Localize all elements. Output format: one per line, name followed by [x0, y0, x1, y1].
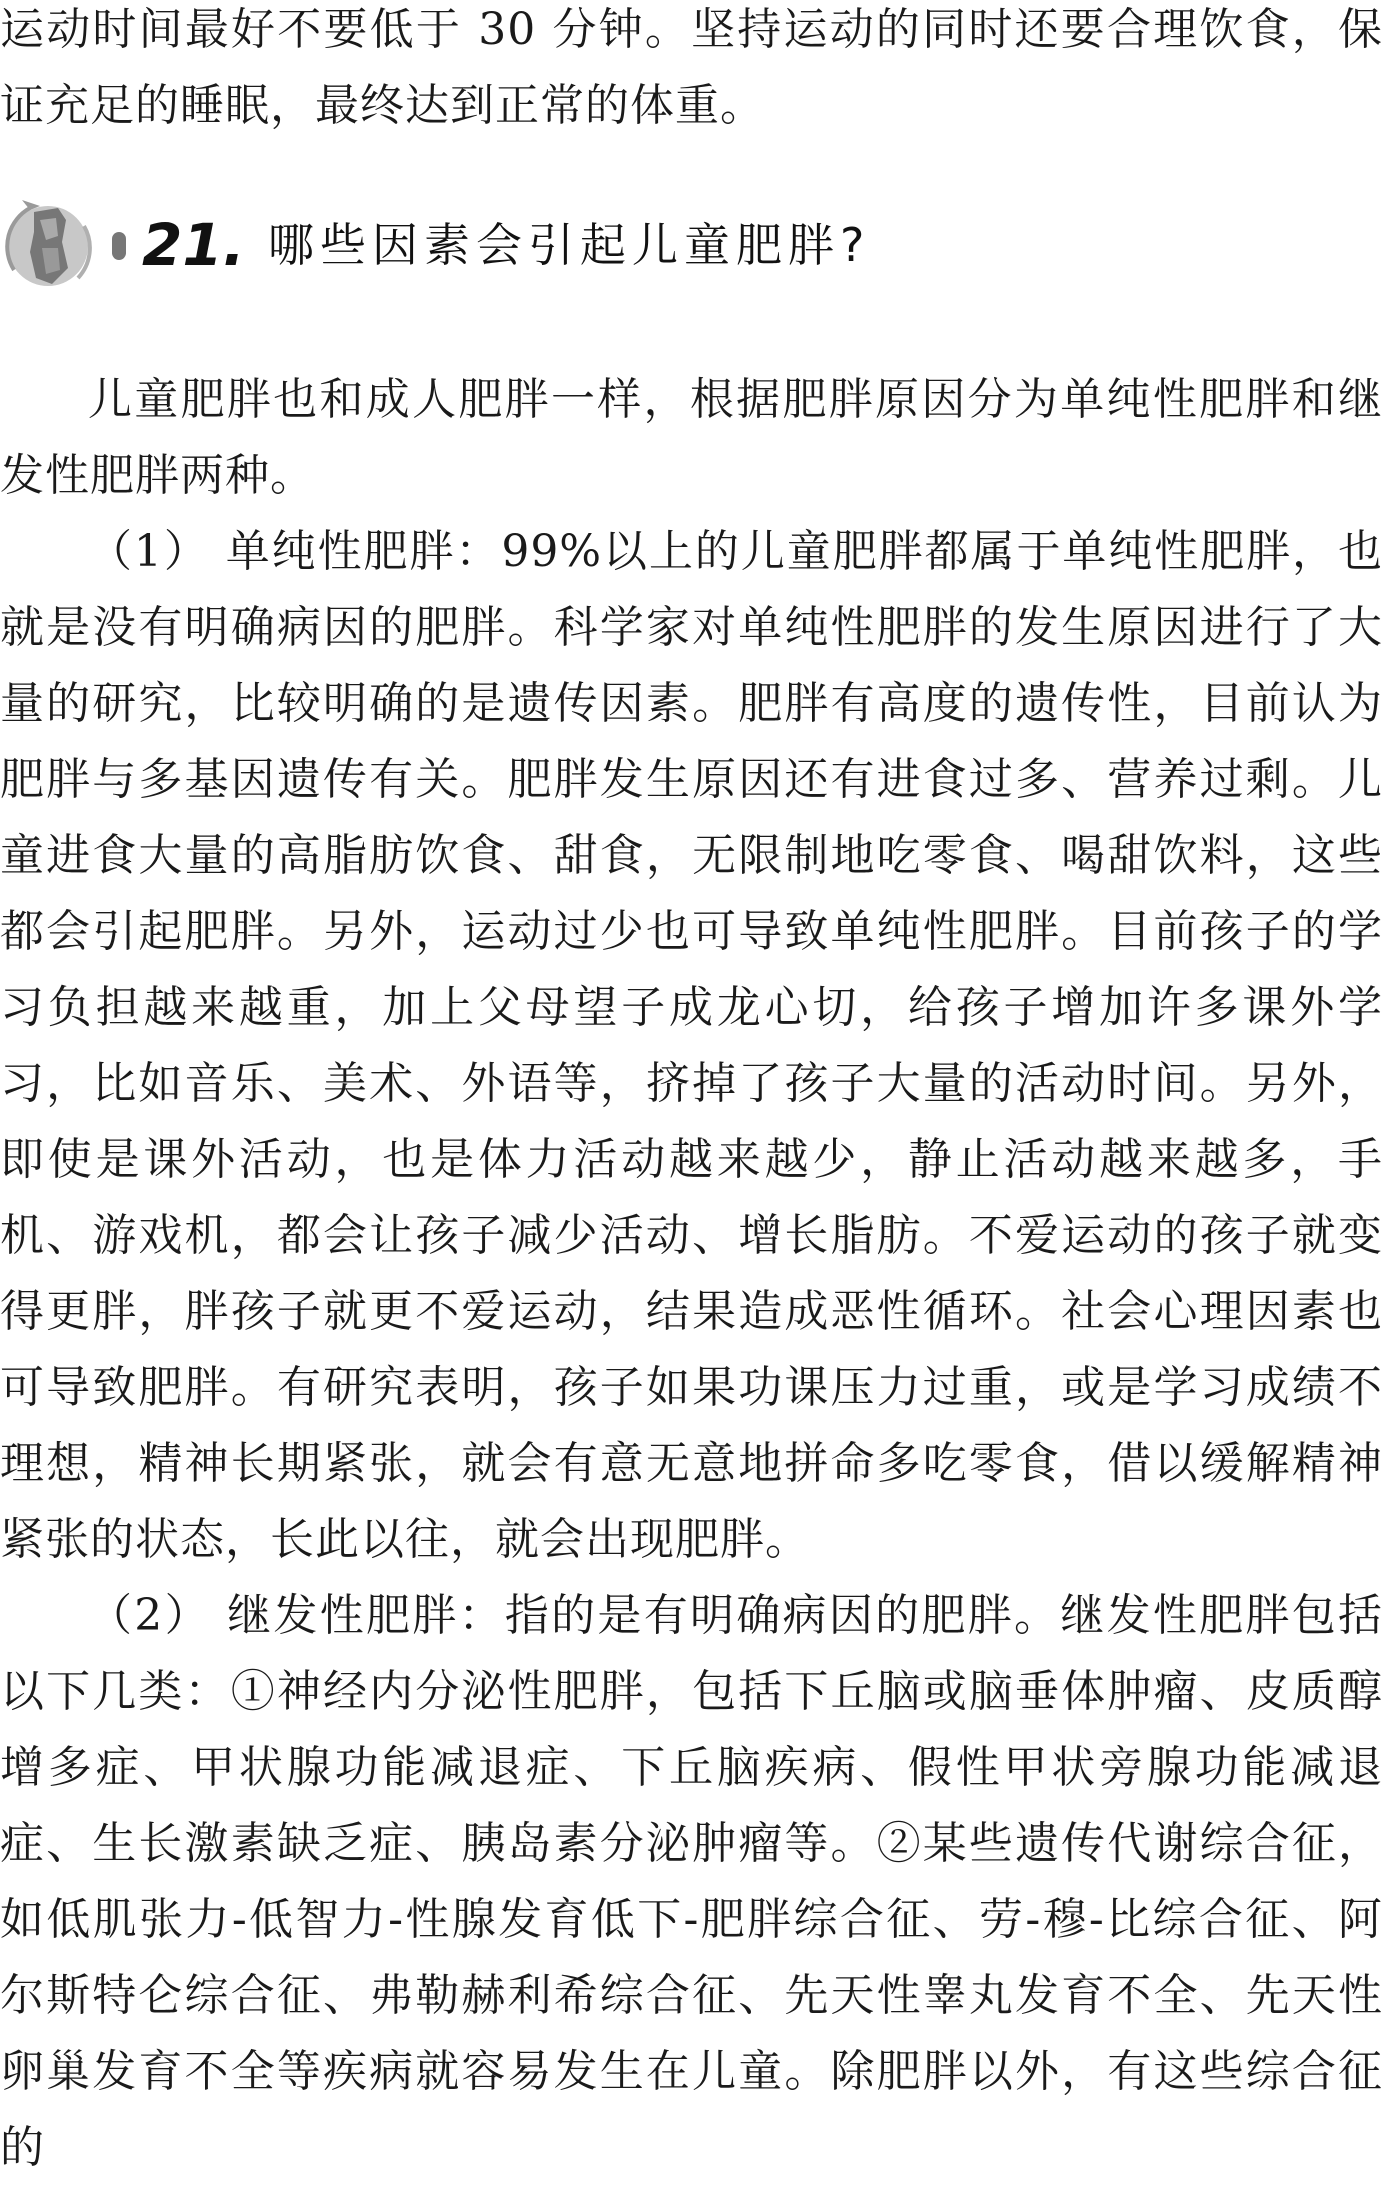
section-number: 21.: [142, 211, 245, 279]
section-emblem-icon: [0, 190, 100, 300]
heading-bullet-dot: [112, 232, 126, 260]
intro-paragraph: 儿童肥胖也和成人肥胖一样，根据肥胖原因分为单纯性肥胖和继发性肥胖两种。: [0, 374, 1383, 501]
section-heading: [0, 190, 1383, 310]
section-title: 哪些因素会引起儿童肥胖?: [268, 218, 871, 272]
secondary-obesity-paragraph: （2） 继发性肥胖：指的是有明确病因的肥胖。继发性肥胖包括以下几类：①神经内分泌性肥胖，包括下丘脑或脑垂体肿瘤、皮质醇增多症、甲状腺功能减退症、下丘脑疾病、假性甲状旁腺功能减退症、生长激素缺乏症、胰岛素分泌肿瘤等。②某些遗传代谢综合征，如低肌张力-低智力-性腺发育低下-肥胖综合征、劳-穆-比综合征、阿尔斯特仑综合征、弗勒赫利希综合征、先天性睾丸发育不全、先天性卵巢发育不全等疾病就容易发生在儿童。除肥胖以外，有这些综合征的: [0, 1590, 1383, 2173]
continuation-paragraph: 运动时间最好不要低于 30 分钟。坚持运动的同时还要合理饮食，保证充足的睡眠，最终达到正常的体重。: [0, 4, 1383, 131]
simple-obesity-paragraph: （1） 单纯性肥胖：99%以上的儿童肥胖都属于单纯性肥胖，也就是没有明确病因的肥胖。科学家对单纯性肥胖的发生原因进行了大量的研究，比较明确的是遗传因素。肥胖有高度的遗传性，目前认为肥胖与多基因遗传有关。肥胖发生原因还有进食过多、营养过剩。儿童进食大量的高脂肪饮食、甜食，无限制地吃零食、喝甜饮料，这些都会引起肥胖。另外，运动过少也可导致单纯性肥胖。目前孩子的学习负担越来越重，加上父母望子成龙心切，给孩子增加许多课外学习，比如音乐、美术、外语等，挤掉了孩子大量的活动时间。另外，即使是课外活动，也是体力活动越来越少，静止活动越来越多，手机、游戏机，都会让孩子减少活动、增长脂肪。不爱运动的孩子就变得更胖，胖孩子就更不爱运动，结果造成恶性循环。社会心理因素也可导致肥胖。有研究表明，孩子如果功课压力过重，或是学习成绩不理想，精神长期紧张，就会有意无意地拼命多吃零食，借以缓解精神紧张的状态，长此以往，就会出现肥胖。: [0, 526, 1383, 1565]
